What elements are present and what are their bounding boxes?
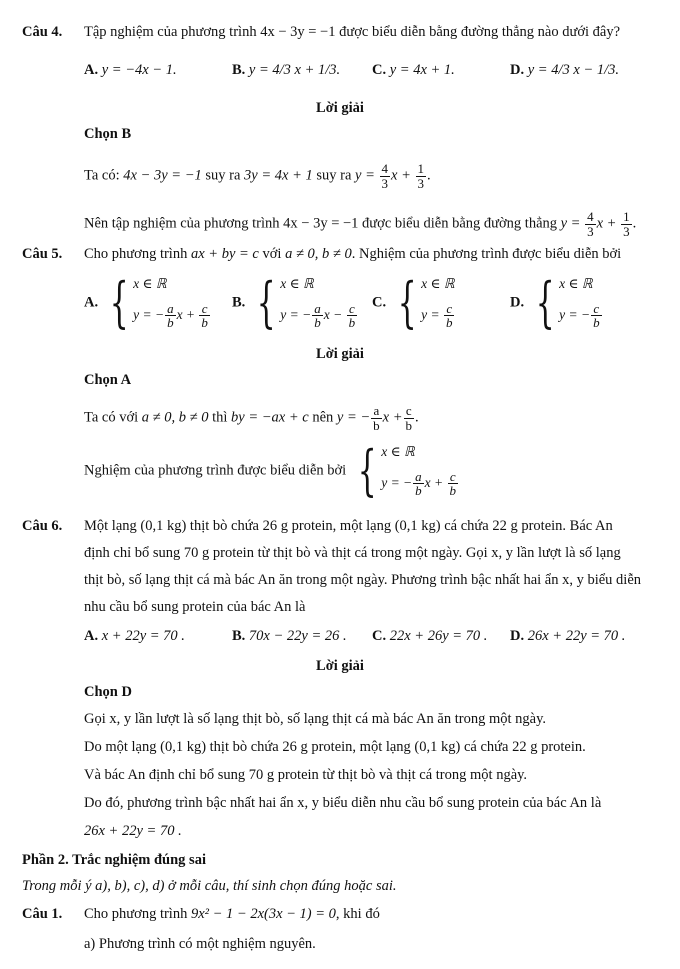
q4-line1-mid1: suy ra — [205, 167, 241, 184]
q5-line1-prefix: Ta có với — [84, 409, 139, 426]
part2-q1-text — [84, 906, 380, 923]
q6-line-3: thịt bò, số lạng thịt cá mà bác An ăn trong một ngày. Phương trình bậc nhất hai ẩn x, y biểu diễn — [84, 572, 642, 588]
q4-solution-title: Lời giải — [316, 100, 364, 116]
q6-line-4: nhu cầu bổ sung protein của bác An là — [84, 599, 306, 615]
q4-option-d-text: y = 4/3 x − 1/3. — [527, 62, 619, 78]
q6-option-a-letter: A. — [84, 628, 99, 644]
q6-option-a-text: x + 22y = 70 . — [101, 628, 185, 644]
q6-answer: Chọn D — [84, 684, 132, 700]
q4-text: Tập nghiệm của phương trình 4x − 3y = −1 được biểu diễn bằng đường thẳng nào dưới đây? — [84, 24, 621, 40]
q4-solution-line2: Nên tập nghiệm của phương trình 4x − 3y = −1 được biểu diễn bằng đường thẳng y = $\frac{4}{3}$ x + $\frac{1}{3}$ . — [84, 209, 637, 239]
part2-title: Phần 2. Trắc nghiệm đúng sai — [22, 852, 206, 868]
q6-sol-line-2: Do một lạng (0,1 kg) thịt bò chứa 26 g protein, một lạng (0,1 kg) cá chứa 22 g protein. — [84, 739, 586, 755]
q6-option-c-letter: C. — [372, 628, 387, 644]
part2-instruction: Trong mỗi ý a), b), c), d) ở mỗi câu, thí sinh chọn đúng hoặc sai. — [22, 878, 397, 894]
q5-option-a-letter: A. — [84, 294, 99, 311]
q4-option-a-text: y = −4x − 1. — [101, 62, 177, 78]
q5-option-d[interactable]: D. { x ∈ ℝ y = − $\frac{c}{b}$ — [510, 271, 600, 334]
q6-sol-line-5: 26x + 22y = 70 . — [84, 823, 182, 839]
q5-line1-mid2: nên — [312, 409, 334, 426]
q5-solution-title: Lời giải — [316, 346, 364, 362]
q5-line2-text: Nghiệm của phương trình được biểu diễn bởi — [84, 462, 347, 479]
q6-option-b-text: 70x − 22y = 26 . — [248, 628, 347, 644]
q4-option-d-letter: D. — [510, 62, 525, 78]
q4-option-a-letter: A. — [84, 62, 99, 78]
q5-option-c-letter: C. — [372, 294, 387, 311]
part2-q1-equation: 9x² − 1 − 2x(3x − 1) = 0 — [190, 906, 336, 922]
q6-line-2: định chỉ bổ sung 70 g protein từ thịt bò và thịt cá trong một ngày. Gọi x, y lần lượt là số lạng — [84, 545, 621, 561]
q4-line2-text: Nên tập nghiệm của phương trình 4x − 3y = −1 được biểu diễn bằng đường thẳng — [84, 215, 557, 232]
q6-option-a[interactable] — [84, 628, 185, 645]
q4-solution-line1: Ta có: 4x − 3y = −1 suy ra 3y = 4x + 1 suy ra y = $\frac{4}{3}$ x + $\frac{1}{3}$ . — [84, 161, 431, 191]
q5-text: Cho phương trình ax + by = c với a ≠ 0, b ≠ 0. Nghiệm của phương trình được biểu diễn bởi — [84, 246, 622, 262]
q6-option-b[interactable] — [232, 628, 347, 645]
q6-option-d-text: 26x + 22y = 70 . — [527, 628, 626, 644]
q4-option-c-letter: C. — [372, 62, 387, 78]
part2-q1-item-a[interactable]: a) Phương trình có một nghiệm nguyên. — [84, 936, 316, 952]
q5-text-prefix: Cho phương trình — [84, 246, 188, 262]
q4-answer: Chọn B — [84, 126, 132, 142]
q6-solution-title: Lời giải — [316, 658, 364, 674]
q5-text-suffix: Nghiệm của phương trình được biểu diễn bởi — [358, 246, 622, 262]
q5-text-mid: với — [262, 246, 282, 262]
q5-solution-line2: Nghiệm của phương trình được biểu diễn bởi { x ∈ ℝ y = − $\frac{a}{b}$ x + $\frac{c}{b}$ — [84, 439, 457, 502]
q4-option-a[interactable] — [84, 62, 177, 79]
q4-line1-prefix: Ta có: — [84, 167, 120, 184]
q4-label: Câu 4. — [22, 24, 63, 40]
q6-option-b-letter: B. — [232, 628, 246, 644]
q6-option-d[interactable] — [510, 628, 625, 645]
q6-sol-line-4: Do đó, phương trình bậc nhất hai ẩn x, y biểu diễn nhu cầu bổ sung protein của bác An là — [84, 795, 602, 811]
q4-option-c[interactable] — [372, 62, 455, 79]
part2-q1-label: Câu 1. — [22, 906, 63, 922]
q6-sol-line-3: Và bác An định chỉ bổ sung 70 g protein từ thịt bò và thịt cá trong một ngày. — [84, 767, 528, 783]
part2-q1-prefix: Cho phương trình — [84, 906, 188, 922]
q4-option-b-text: y = 4/3 x + 1/3. — [248, 62, 341, 78]
q6-sol-line-1: Gọi x, y lần lượt là số lạng thịt bò, số lạng thịt cá mà bác An ăn trong một ngày. — [84, 711, 546, 727]
q5-option-b-letter: B. — [232, 294, 246, 311]
q6-line-1: Một lạng (0,1 kg) thịt bò chứa 26 g protein, một lạng (0,1 kg) cá chứa 22 g protein. Bác An — [84, 518, 613, 534]
part2-q1-suffix: , khi đó — [335, 906, 380, 922]
q5-option-b[interactable]: B. { x ∈ ℝ y = − $\frac{a}{b}$ x − $\frac{c}{b}$ — [232, 271, 356, 334]
q6-option-d-letter: D. — [510, 628, 525, 644]
q4-option-d[interactable] — [510, 62, 619, 79]
q5-option-a[interactable]: A. { x ∈ ℝ y = − $\frac{a}{b}$ x + $\frac{c}{b}$ — [84, 271, 208, 334]
q5-answer: Chọn A — [84, 372, 132, 388]
q4-option-b[interactable] — [232, 62, 340, 79]
q5-label: Câu 5. — [22, 246, 63, 262]
q5-line1-mid1: thì — [212, 409, 228, 426]
q4-line1-mid2: suy ra — [316, 167, 352, 184]
q5-option-c[interactable]: C. { x ∈ ℝ y = $\frac{c}{b}$ — [372, 271, 455, 334]
q5-option-d-letter: D. — [510, 294, 525, 311]
q6-option-c-text: 22x + 26y = 70 . — [389, 628, 488, 644]
q6-label: Câu 6. — [22, 518, 63, 534]
q6-option-c[interactable] — [372, 628, 487, 645]
q5-solution-line1: Ta có với a ≠ 0, b ≠ 0 thì by = −ax + c nên y = − $\frac{a}{b}$ x + $\frac{c}{b}$ . — [84, 403, 419, 433]
q4-option-c-text: y = 4x + 1. — [389, 62, 455, 78]
q4-option-b-letter: B. — [232, 62, 246, 78]
